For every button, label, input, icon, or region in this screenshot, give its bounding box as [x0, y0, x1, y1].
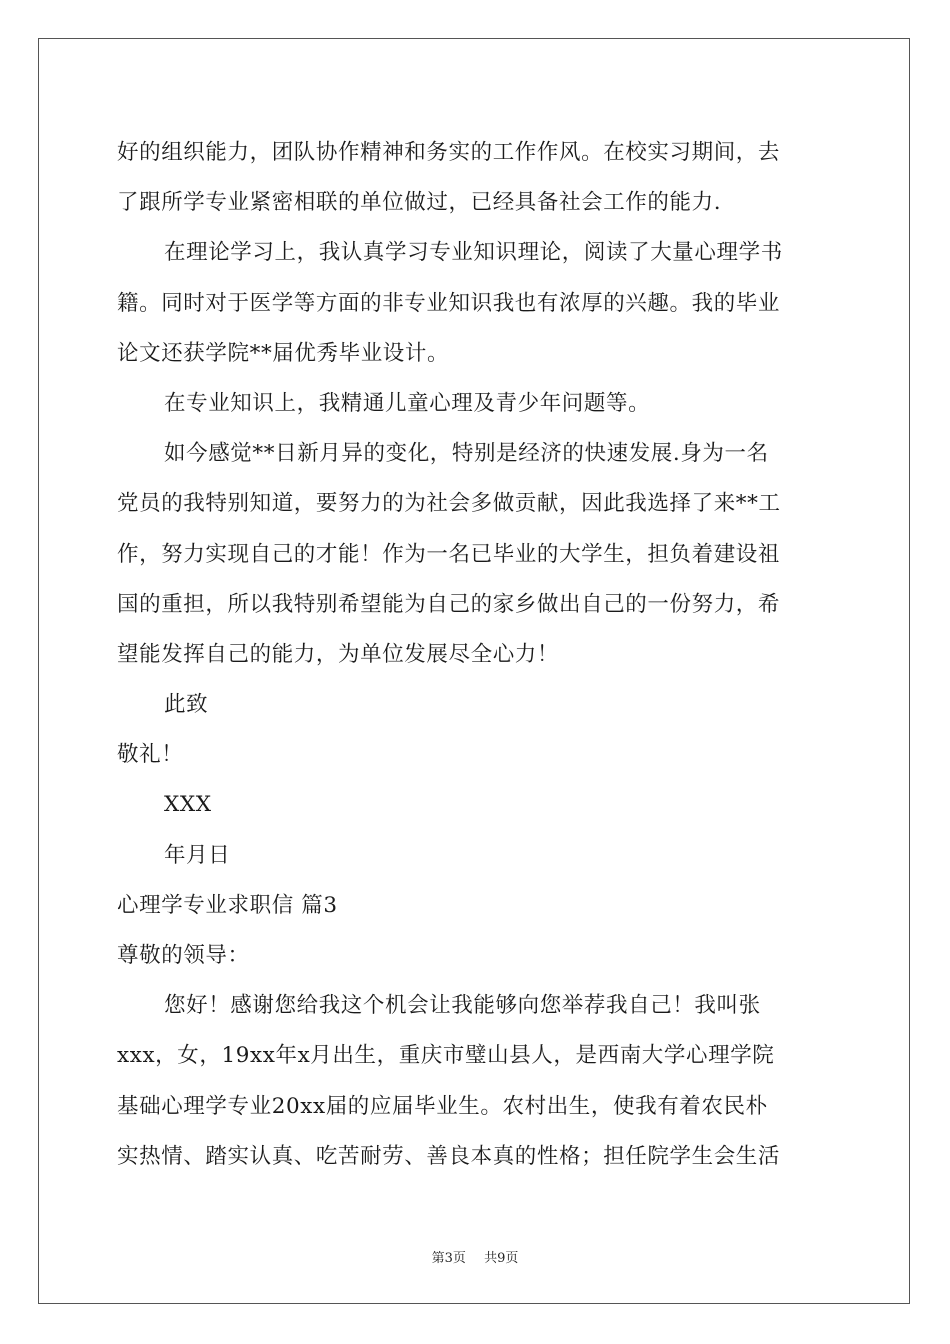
- text-line: 作，努力实现自己的才能！作为一名已毕业的大学生，担负着建设祖: [117, 541, 781, 567]
- text-line: 党员的我特别知道，要努力的为社会多做贡献，因此我选择了来**工: [117, 491, 781, 517]
- paragraph-start: 您好！感谢您给我这个机会让我能够向您举荐我自己！我叫张: [164, 993, 761, 1019]
- paragraph-start: 如今感觉**日新月异的变化，特别是经济的快速发展.身为一名: [164, 441, 769, 467]
- text-line: 了跟所学专业紧密相联的单位做过，已经具备社会工作的能力.: [117, 190, 722, 216]
- section-heading: 心理学专业求职信 篇3: [117, 892, 338, 918]
- text-line: 论文还获学院**届优秀毕业设计。: [117, 340, 450, 366]
- text-line: 望能发挥自己的能力，为单位发展尽全心力！: [117, 641, 560, 667]
- paragraph-start: 在理论学习上，我认真学习专业知识理论，阅读了大量心理学书: [164, 240, 783, 266]
- text-line: 国的重担，所以我特别希望能为自己的家乡做出自己的一份努力，希: [117, 591, 781, 617]
- text-line: 基础心理学专业20xx届的应届毕业生。农村出生，使我有着农民朴: [117, 1093, 768, 1119]
- page-number-current: 第3页: [431, 1251, 466, 1266]
- closing-salutation: 此致: [164, 692, 209, 718]
- document-body: [117, 128, 835, 1182]
- closing-regards: 敬礼！: [117, 742, 184, 768]
- text-line: xxx，女，19xx年x月出生，重庆市璧山县人，是西南大学心理学院: [117, 1043, 775, 1069]
- signature-date: 年月日: [164, 842, 231, 868]
- text-line: 实热情、踏实认真、吃苦耐劳、善良本真的性格；担任院学生会生活: [117, 1143, 781, 1169]
- paragraph-start: 在专业知识上，我精通儿童心理及青少年问题等。: [164, 390, 651, 416]
- signature-name: XXX: [164, 792, 212, 818]
- greeting: 尊敬的领导：: [117, 943, 250, 968]
- text-line: 好的组织能力，团队协作精神和务实的工作作风。在校实习期间，去: [117, 140, 781, 165]
- page-number-total: 共9页: [484, 1251, 519, 1266]
- page-footer: [0, 1247, 950, 1266]
- text-line: 籍。同时对于医学等方面的非专业知识我也有浓厚的兴趣。我的毕业: [117, 290, 781, 316]
